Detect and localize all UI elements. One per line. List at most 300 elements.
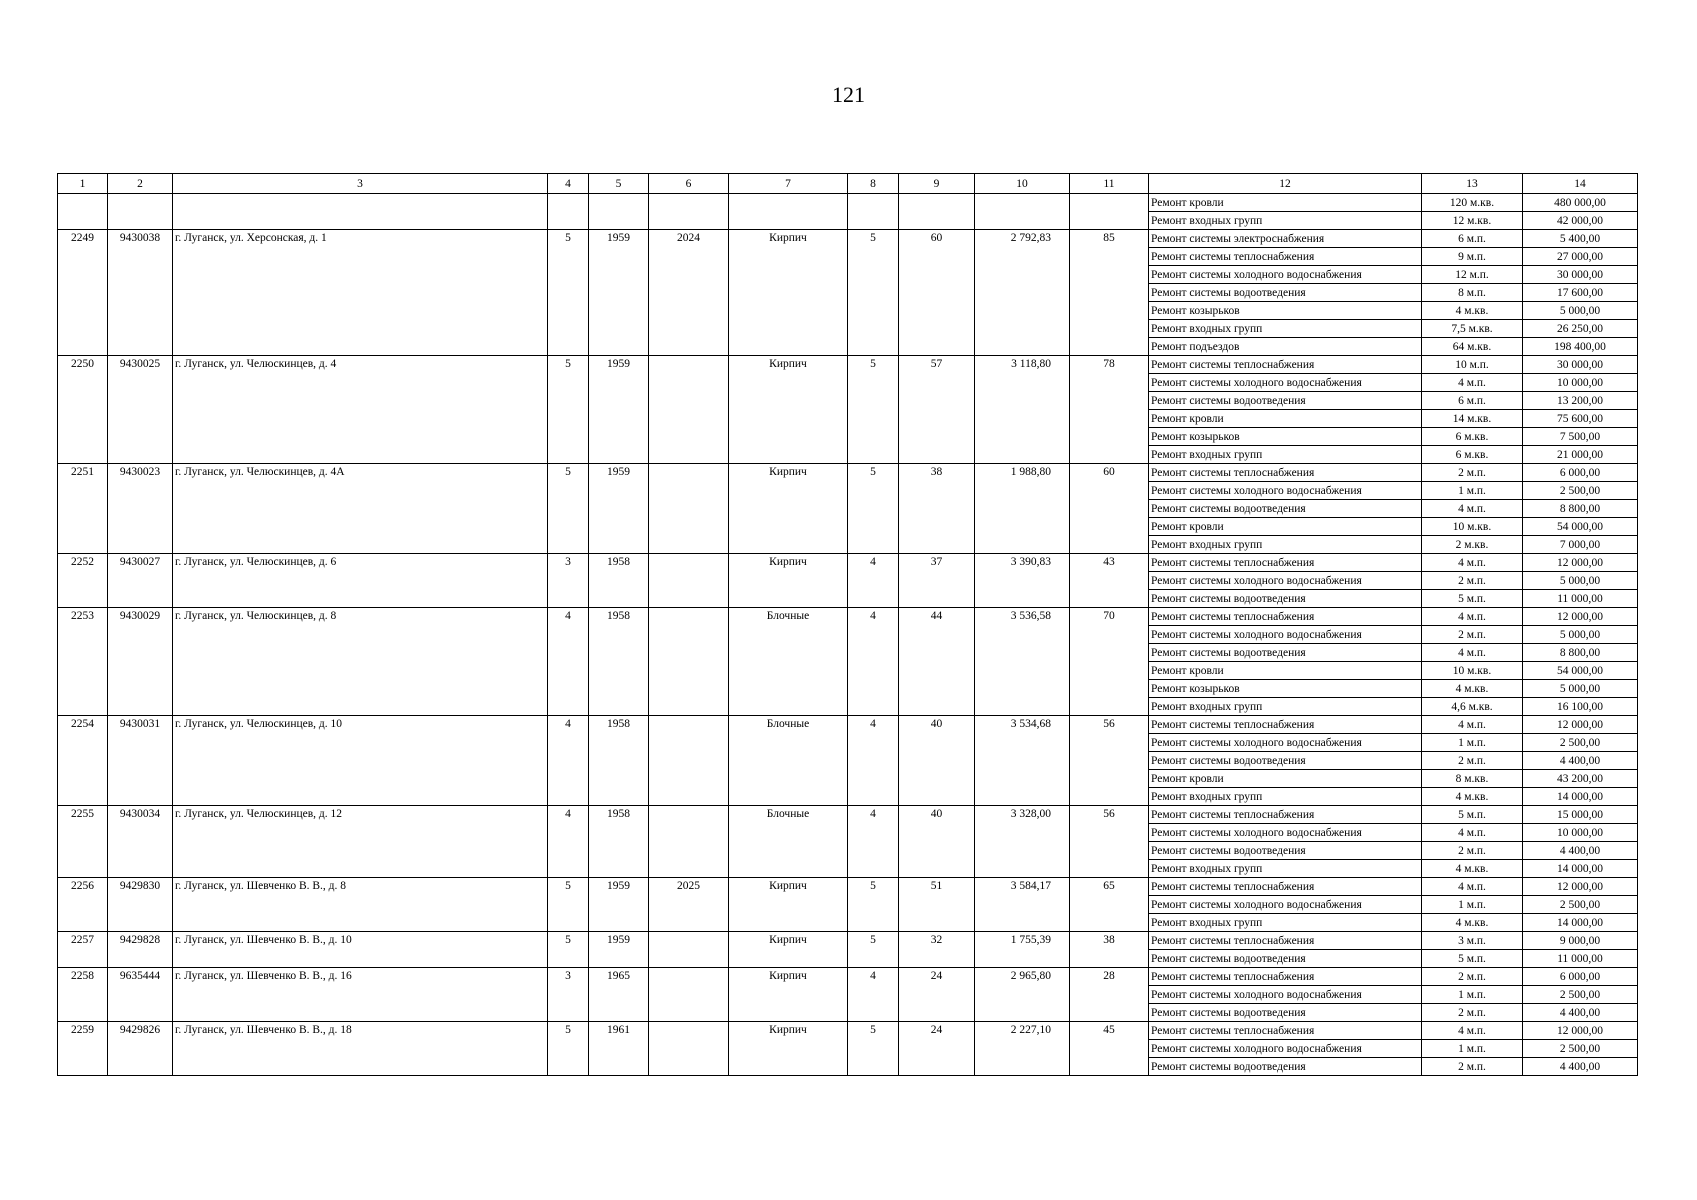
row-number: 2255: [58, 806, 108, 878]
wall-material: Блочные: [729, 806, 848, 878]
building-code: [108, 194, 173, 230]
work-cost: 480 000,00: [1523, 194, 1638, 212]
building-code: 9430029: [108, 608, 173, 716]
column-10-value: 3 390,83: [975, 554, 1070, 608]
work-name: Ремонт входных групп: [1149, 914, 1422, 932]
column-11-value: 38: [1070, 932, 1149, 968]
row-number: 2249: [58, 230, 108, 356]
work-cost: 14 000,00: [1523, 860, 1638, 878]
work-quantity: 10 м.п.: [1422, 356, 1523, 374]
work-cost: 54 000,00: [1523, 518, 1638, 536]
column-11-value: [1070, 194, 1149, 230]
work-name: Ремонт системы теплоснабжения: [1149, 608, 1422, 626]
building-code: 9429830: [108, 878, 173, 932]
work-quantity: 7,5 м.кв.: [1422, 320, 1523, 338]
work-name: Ремонт входных групп: [1149, 212, 1422, 230]
work-quantity: 1 м.п.: [1422, 734, 1523, 752]
work-name: Ремонт системы водоотведения: [1149, 500, 1422, 518]
work-quantity: 6 м.п.: [1422, 230, 1523, 248]
work-quantity: 12 м.кв.: [1422, 212, 1523, 230]
row-number: 2258: [58, 968, 108, 1022]
work-cost: 10 000,00: [1523, 824, 1638, 842]
column-6-value: [649, 356, 729, 464]
work-name: Ремонт кровли: [1149, 770, 1422, 788]
building-code: 9430034: [108, 806, 173, 878]
column-header: 11: [1070, 174, 1149, 194]
table-row: [58, 716, 1638, 734]
column-6-value: [649, 968, 729, 1022]
building-address: г. Луганск, ул. Шевченко В. В., д. 8: [173, 878, 548, 932]
work-cost: 2 500,00: [1523, 482, 1638, 500]
work-cost: 6 000,00: [1523, 464, 1638, 482]
column-8-value: 5: [848, 932, 899, 968]
column-header: 10: [975, 174, 1070, 194]
work-cost: 12 000,00: [1523, 716, 1638, 734]
column-6-value: [649, 194, 729, 230]
work-quantity: 2 м.п.: [1422, 968, 1523, 986]
work-quantity: 6 м.кв.: [1422, 428, 1523, 446]
building-address: [173, 194, 548, 230]
column-header: 2: [108, 174, 173, 194]
work-quantity: 4 м.п.: [1422, 644, 1523, 662]
column-4-value: 3: [548, 554, 589, 608]
work-quantity: 4 м.п.: [1422, 824, 1523, 842]
work-quantity: 3 м.п.: [1422, 932, 1523, 950]
column-11-value: 56: [1070, 806, 1149, 878]
work-name: Ремонт системы теплоснабжения: [1149, 554, 1422, 572]
work-cost: 7 000,00: [1523, 536, 1638, 554]
column-9-value: 60: [899, 230, 975, 356]
work-cost: 198 400,00: [1523, 338, 1638, 356]
work-quantity: 4 м.п.: [1422, 878, 1523, 896]
work-quantity: 1 м.п.: [1422, 1040, 1523, 1058]
work-name: Ремонт системы теплоснабжения: [1149, 716, 1422, 734]
column-6-value: [649, 608, 729, 716]
work-quantity: 4 м.п.: [1422, 716, 1523, 734]
table-row: [58, 194, 1638, 212]
work-name: Ремонт кровли: [1149, 518, 1422, 536]
work-quantity: 4 м.кв.: [1422, 860, 1523, 878]
column-8-value: 5: [848, 878, 899, 932]
column-10-value: 3 536,58: [975, 608, 1070, 716]
work-quantity: 5 м.п.: [1422, 806, 1523, 824]
work-name: Ремонт системы теплоснабжения: [1149, 464, 1422, 482]
table-body: [58, 194, 1638, 1076]
row-number: 2257: [58, 932, 108, 968]
work-cost: 4 400,00: [1523, 842, 1638, 860]
work-name: Ремонт системы теплоснабжения: [1149, 932, 1422, 950]
building-code: 9430023: [108, 464, 173, 554]
building-address: г. Луганск, ул. Шевченко В. В., д. 16: [173, 968, 548, 1022]
work-quantity: 6 м.кв.: [1422, 446, 1523, 464]
work-quantity: 120 м.кв.: [1422, 194, 1523, 212]
work-quantity: 9 м.п.: [1422, 248, 1523, 266]
work-name: Ремонт системы водоотведения: [1149, 842, 1422, 860]
repair-program-table: [57, 173, 1638, 1076]
work-name: Ремонт системы холодного водоснабжения: [1149, 572, 1422, 590]
column-10-value: [975, 194, 1070, 230]
work-name: Ремонт входных групп: [1149, 860, 1422, 878]
row-number: 2252: [58, 554, 108, 608]
column-4-value: 4: [548, 608, 589, 716]
work-name: Ремонт кровли: [1149, 194, 1422, 212]
column-header: 4: [548, 174, 589, 194]
work-name: Ремонт системы водоотведения: [1149, 950, 1422, 968]
work-quantity: 1 м.п.: [1422, 896, 1523, 914]
work-cost: 12 000,00: [1523, 1022, 1638, 1040]
work-cost: 5 400,00: [1523, 230, 1638, 248]
wall-material: Кирпич: [729, 464, 848, 554]
table-row: [58, 806, 1638, 824]
work-name: Ремонт системы теплоснабжения: [1149, 878, 1422, 896]
column-8-value: 4: [848, 716, 899, 806]
row-number: 2259: [58, 1022, 108, 1076]
table-row: [58, 968, 1638, 986]
work-cost: 30 000,00: [1523, 266, 1638, 284]
work-name: Ремонт системы холодного водоснабжения: [1149, 374, 1422, 392]
column-header: 13: [1422, 174, 1523, 194]
column-header: 14: [1523, 174, 1638, 194]
column-8-value: [848, 194, 899, 230]
work-name: Ремонт системы теплоснабжения: [1149, 248, 1422, 266]
work-quantity: 4 м.п.: [1422, 500, 1523, 518]
column-11-value: 70: [1070, 608, 1149, 716]
work-cost: 8 800,00: [1523, 644, 1638, 662]
table-row: [58, 932, 1638, 950]
work-quantity: 1 м.п.: [1422, 482, 1523, 500]
work-name: Ремонт системы холодного водоснабжения: [1149, 266, 1422, 284]
work-quantity: 4 м.п.: [1422, 1022, 1523, 1040]
column-6-value: 2024: [649, 230, 729, 356]
work-quantity: 5 м.п.: [1422, 590, 1523, 608]
work-quantity: 2 м.п.: [1422, 572, 1523, 590]
column-10-value: 2 965,80: [975, 968, 1070, 1022]
work-cost: 4 400,00: [1523, 1058, 1638, 1076]
work-quantity: 2 м.п.: [1422, 626, 1523, 644]
column-6-value: [649, 554, 729, 608]
work-cost: 7 500,00: [1523, 428, 1638, 446]
column-4-value: [548, 194, 589, 230]
column-8-value: 5: [848, 1022, 899, 1076]
work-name: Ремонт системы водоотведения: [1149, 590, 1422, 608]
column-9-value: 24: [899, 1022, 975, 1076]
building-code: 9430031: [108, 716, 173, 806]
column-6-value: 2025: [649, 878, 729, 932]
wall-material: Кирпич: [729, 968, 848, 1022]
column-header: 9: [899, 174, 975, 194]
building-address: г. Луганск, ул. Шевченко В. В., д. 10: [173, 932, 548, 968]
table-row: [58, 356, 1638, 374]
wall-material: Блочные: [729, 608, 848, 716]
wall-material: Блочные: [729, 716, 848, 806]
column-10-value: 1 755,39: [975, 932, 1070, 968]
work-cost: 10 000,00: [1523, 374, 1638, 392]
work-name: Ремонт подъездов: [1149, 338, 1422, 356]
work-cost: 6 000,00: [1523, 968, 1638, 986]
work-cost: 8 800,00: [1523, 500, 1638, 518]
row-number: 2251: [58, 464, 108, 554]
column-header: 8: [848, 174, 899, 194]
work-name: Ремонт системы водоотведения: [1149, 752, 1422, 770]
wall-material: Кирпич: [729, 230, 848, 356]
work-name: Ремонт системы теплоснабжения: [1149, 968, 1422, 986]
column-9-value: 32: [899, 932, 975, 968]
wall-material: Кирпич: [729, 554, 848, 608]
column-10-value: 2 227,10: [975, 1022, 1070, 1076]
work-quantity: 1 м.п.: [1422, 986, 1523, 1004]
column-4-value: 5: [548, 932, 589, 968]
building-code: 9430025: [108, 356, 173, 464]
wall-material: [729, 194, 848, 230]
work-name: Ремонт системы водоотведения: [1149, 284, 1422, 302]
column-header: 3: [173, 174, 548, 194]
column-5-value: 1959: [589, 932, 649, 968]
row-number: 2253: [58, 608, 108, 716]
work-name: Ремонт входных групп: [1149, 320, 1422, 338]
page-number: 121: [832, 82, 865, 107]
column-4-value: 5: [548, 1022, 589, 1076]
work-quantity: 4 м.п.: [1422, 608, 1523, 626]
work-name: Ремонт системы водоотведения: [1149, 392, 1422, 410]
table-row: [58, 554, 1638, 572]
column-5-value: 1958: [589, 716, 649, 806]
building-code: 9430027: [108, 554, 173, 608]
work-cost: 4 400,00: [1523, 752, 1638, 770]
wall-material: Кирпич: [729, 1022, 848, 1076]
work-cost: 2 500,00: [1523, 1040, 1638, 1058]
work-name: Ремонт системы холодного водоснабжения: [1149, 896, 1422, 914]
work-cost: 4 400,00: [1523, 1004, 1638, 1022]
work-quantity: 2 м.п.: [1422, 752, 1523, 770]
column-5-value: [589, 194, 649, 230]
column-11-value: 43: [1070, 554, 1149, 608]
building-address: г. Луганск, ул. Херсонская, д. 1: [173, 230, 548, 356]
work-quantity: 2 м.кв.: [1422, 536, 1523, 554]
work-name: Ремонт системы теплоснабжения: [1149, 806, 1422, 824]
work-name: Ремонт кровли: [1149, 410, 1422, 428]
work-quantity: 2 м.п.: [1422, 1004, 1523, 1022]
work-name: Ремонт системы холодного водоснабжения: [1149, 1040, 1422, 1058]
work-quantity: 4 м.п.: [1422, 554, 1523, 572]
column-9-value: 24: [899, 968, 975, 1022]
table-row: [58, 230, 1638, 248]
work-cost: 5 000,00: [1523, 572, 1638, 590]
work-name: Ремонт входных групп: [1149, 698, 1422, 716]
column-8-value: 5: [848, 464, 899, 554]
column-9-value: 37: [899, 554, 975, 608]
column-4-value: 3: [548, 968, 589, 1022]
building-address: г. Луганск, ул. Челюскинцев, д. 4: [173, 356, 548, 464]
building-code: 9430038: [108, 230, 173, 356]
work-cost: 16 100,00: [1523, 698, 1638, 716]
work-name: Ремонт системы электроснабжения: [1149, 230, 1422, 248]
work-name: Ремонт системы холодного водоснабжения: [1149, 626, 1422, 644]
column-header: 7: [729, 174, 848, 194]
column-header: 6: [649, 174, 729, 194]
column-5-value: 1959: [589, 356, 649, 464]
work-cost: 75 600,00: [1523, 410, 1638, 428]
work-name: Ремонт козырьков: [1149, 302, 1422, 320]
table-row: [58, 608, 1638, 626]
work-cost: 5 000,00: [1523, 302, 1638, 320]
column-6-value: [649, 716, 729, 806]
column-5-value: 1959: [589, 230, 649, 356]
work-name: Ремонт входных групп: [1149, 788, 1422, 806]
column-4-value: 5: [548, 356, 589, 464]
column-4-value: 4: [548, 716, 589, 806]
work-name: Ремонт входных групп: [1149, 536, 1422, 554]
work-cost: 5 000,00: [1523, 626, 1638, 644]
wall-material: Кирпич: [729, 932, 848, 968]
column-8-value: 5: [848, 230, 899, 356]
work-name: Ремонт системы холодного водоснабжения: [1149, 824, 1422, 842]
column-10-value: 2 792,83: [975, 230, 1070, 356]
column-5-value: 1959: [589, 878, 649, 932]
column-6-value: [649, 806, 729, 878]
column-5-value: 1958: [589, 608, 649, 716]
work-name: Ремонт системы холодного водоснабжения: [1149, 986, 1422, 1004]
row-number: [58, 194, 108, 230]
column-9-value: [899, 194, 975, 230]
work-quantity: 4 м.кв.: [1422, 788, 1523, 806]
column-5-value: 1959: [589, 464, 649, 554]
work-quantity: 10 м.кв.: [1422, 518, 1523, 536]
work-cost: 5 000,00: [1523, 680, 1638, 698]
work-quantity: 8 м.п.: [1422, 284, 1523, 302]
building-code: 9429828: [108, 932, 173, 968]
work-quantity: 4 м.кв.: [1422, 302, 1523, 320]
work-name: Ремонт системы теплоснабжения: [1149, 356, 1422, 374]
work-quantity: 2 м.п.: [1422, 464, 1523, 482]
work-name: Ремонт входных групп: [1149, 446, 1422, 464]
table-row: [58, 464, 1638, 482]
column-6-value: [649, 932, 729, 968]
work-cost: 14 000,00: [1523, 914, 1638, 932]
work-name: Ремонт системы теплоснабжения: [1149, 1022, 1422, 1040]
column-4-value: 5: [548, 878, 589, 932]
column-9-value: 38: [899, 464, 975, 554]
work-cost: 13 200,00: [1523, 392, 1638, 410]
column-10-value: 3 118,80: [975, 356, 1070, 464]
table-row: [58, 1022, 1638, 1040]
work-cost: 21 000,00: [1523, 446, 1638, 464]
column-8-value: 4: [848, 554, 899, 608]
work-name: Ремонт козырьков: [1149, 428, 1422, 446]
column-11-value: 60: [1070, 464, 1149, 554]
work-cost: 54 000,00: [1523, 662, 1638, 680]
work-cost: 17 600,00: [1523, 284, 1638, 302]
wall-material: Кирпич: [729, 356, 848, 464]
column-9-value: 57: [899, 356, 975, 464]
column-6-value: [649, 464, 729, 554]
column-11-value: 65: [1070, 878, 1149, 932]
column-8-value: 4: [848, 608, 899, 716]
work-name: Ремонт козырьков: [1149, 680, 1422, 698]
column-header: 1: [58, 174, 108, 194]
work-cost: 9 000,00: [1523, 932, 1638, 950]
building-address: г. Луганск, ул. Челюскинцев, д. 6: [173, 554, 548, 608]
work-cost: 26 250,00: [1523, 320, 1638, 338]
building-address: г. Луганск, ул. Челюскинцев, д. 4А: [173, 464, 548, 554]
work-quantity: 10 м.кв.: [1422, 662, 1523, 680]
column-header: 12: [1149, 174, 1422, 194]
column-4-value: 5: [548, 230, 589, 356]
column-11-value: 45: [1070, 1022, 1149, 1076]
work-cost: 11 000,00: [1523, 950, 1638, 968]
work-name: Ремонт системы водоотведения: [1149, 644, 1422, 662]
building-address: г. Луганск, ул. Челюскинцев, д. 10: [173, 716, 548, 806]
column-10-value: 3 328,00: [975, 806, 1070, 878]
work-cost: 30 000,00: [1523, 356, 1638, 374]
work-name: Ремонт системы холодного водоснабжения: [1149, 734, 1422, 752]
column-8-value: 5: [848, 356, 899, 464]
column-11-value: 85: [1070, 230, 1149, 356]
wall-material: Кирпич: [729, 878, 848, 932]
work-quantity: 5 м.п.: [1422, 950, 1523, 968]
work-quantity: 14 м.кв.: [1422, 410, 1523, 428]
work-cost: 11 000,00: [1523, 590, 1638, 608]
work-quantity: 64 м.кв.: [1422, 338, 1523, 356]
column-10-value: 3 534,68: [975, 716, 1070, 806]
column-5-value: 1958: [589, 554, 649, 608]
column-9-value: 44: [899, 608, 975, 716]
building-address: г. Луганск, ул. Челюскинцев, д. 12: [173, 806, 548, 878]
work-cost: 12 000,00: [1523, 878, 1638, 896]
work-cost: 2 500,00: [1523, 986, 1638, 1004]
work-quantity: 4 м.кв.: [1422, 914, 1523, 932]
building-address: г. Луганск, ул. Шевченко В. В., д. 18: [173, 1022, 548, 1076]
work-cost: 2 500,00: [1523, 896, 1638, 914]
column-8-value: 4: [848, 968, 899, 1022]
building-address: г. Луганск, ул. Челюскинцев, д. 8: [173, 608, 548, 716]
work-cost: 14 000,00: [1523, 788, 1638, 806]
column-9-value: 40: [899, 806, 975, 878]
work-quantity: 2 м.п.: [1422, 1058, 1523, 1076]
column-5-value: 1965: [589, 968, 649, 1022]
work-cost: 15 000,00: [1523, 806, 1638, 824]
work-name: Ремонт системы водоотведения: [1149, 1058, 1422, 1076]
work-cost: 12 000,00: [1523, 554, 1638, 572]
column-8-value: 4: [848, 806, 899, 878]
column-11-value: 28: [1070, 968, 1149, 1022]
column-5-value: 1961: [589, 1022, 649, 1076]
work-cost: 12 000,00: [1523, 608, 1638, 626]
work-quantity: 6 м.п.: [1422, 392, 1523, 410]
column-6-value: [649, 1022, 729, 1076]
column-11-value: 56: [1070, 716, 1149, 806]
column-11-value: 78: [1070, 356, 1149, 464]
column-4-value: 5: [548, 464, 589, 554]
column-9-value: 40: [899, 716, 975, 806]
work-quantity: 2 м.п.: [1422, 842, 1523, 860]
row-number: 2256: [58, 878, 108, 932]
work-quantity: 4 м.кв.: [1422, 680, 1523, 698]
work-cost: 43 200,00: [1523, 770, 1638, 788]
work-cost: 27 000,00: [1523, 248, 1638, 266]
row-number: 2250: [58, 356, 108, 464]
row-number: 2254: [58, 716, 108, 806]
work-name: Ремонт системы водоотведения: [1149, 1004, 1422, 1022]
work-quantity: 12 м.п.: [1422, 266, 1523, 284]
work-quantity: 4 м.п.: [1422, 374, 1523, 392]
work-name: Ремонт системы холодного водоснабжения: [1149, 482, 1422, 500]
column-10-value: 3 584,17: [975, 878, 1070, 932]
column-5-value: 1958: [589, 806, 649, 878]
work-cost: 2 500,00: [1523, 734, 1638, 752]
header-row: [58, 174, 1638, 194]
building-code: 9429826: [108, 1022, 173, 1076]
building-code: 9635444: [108, 968, 173, 1022]
